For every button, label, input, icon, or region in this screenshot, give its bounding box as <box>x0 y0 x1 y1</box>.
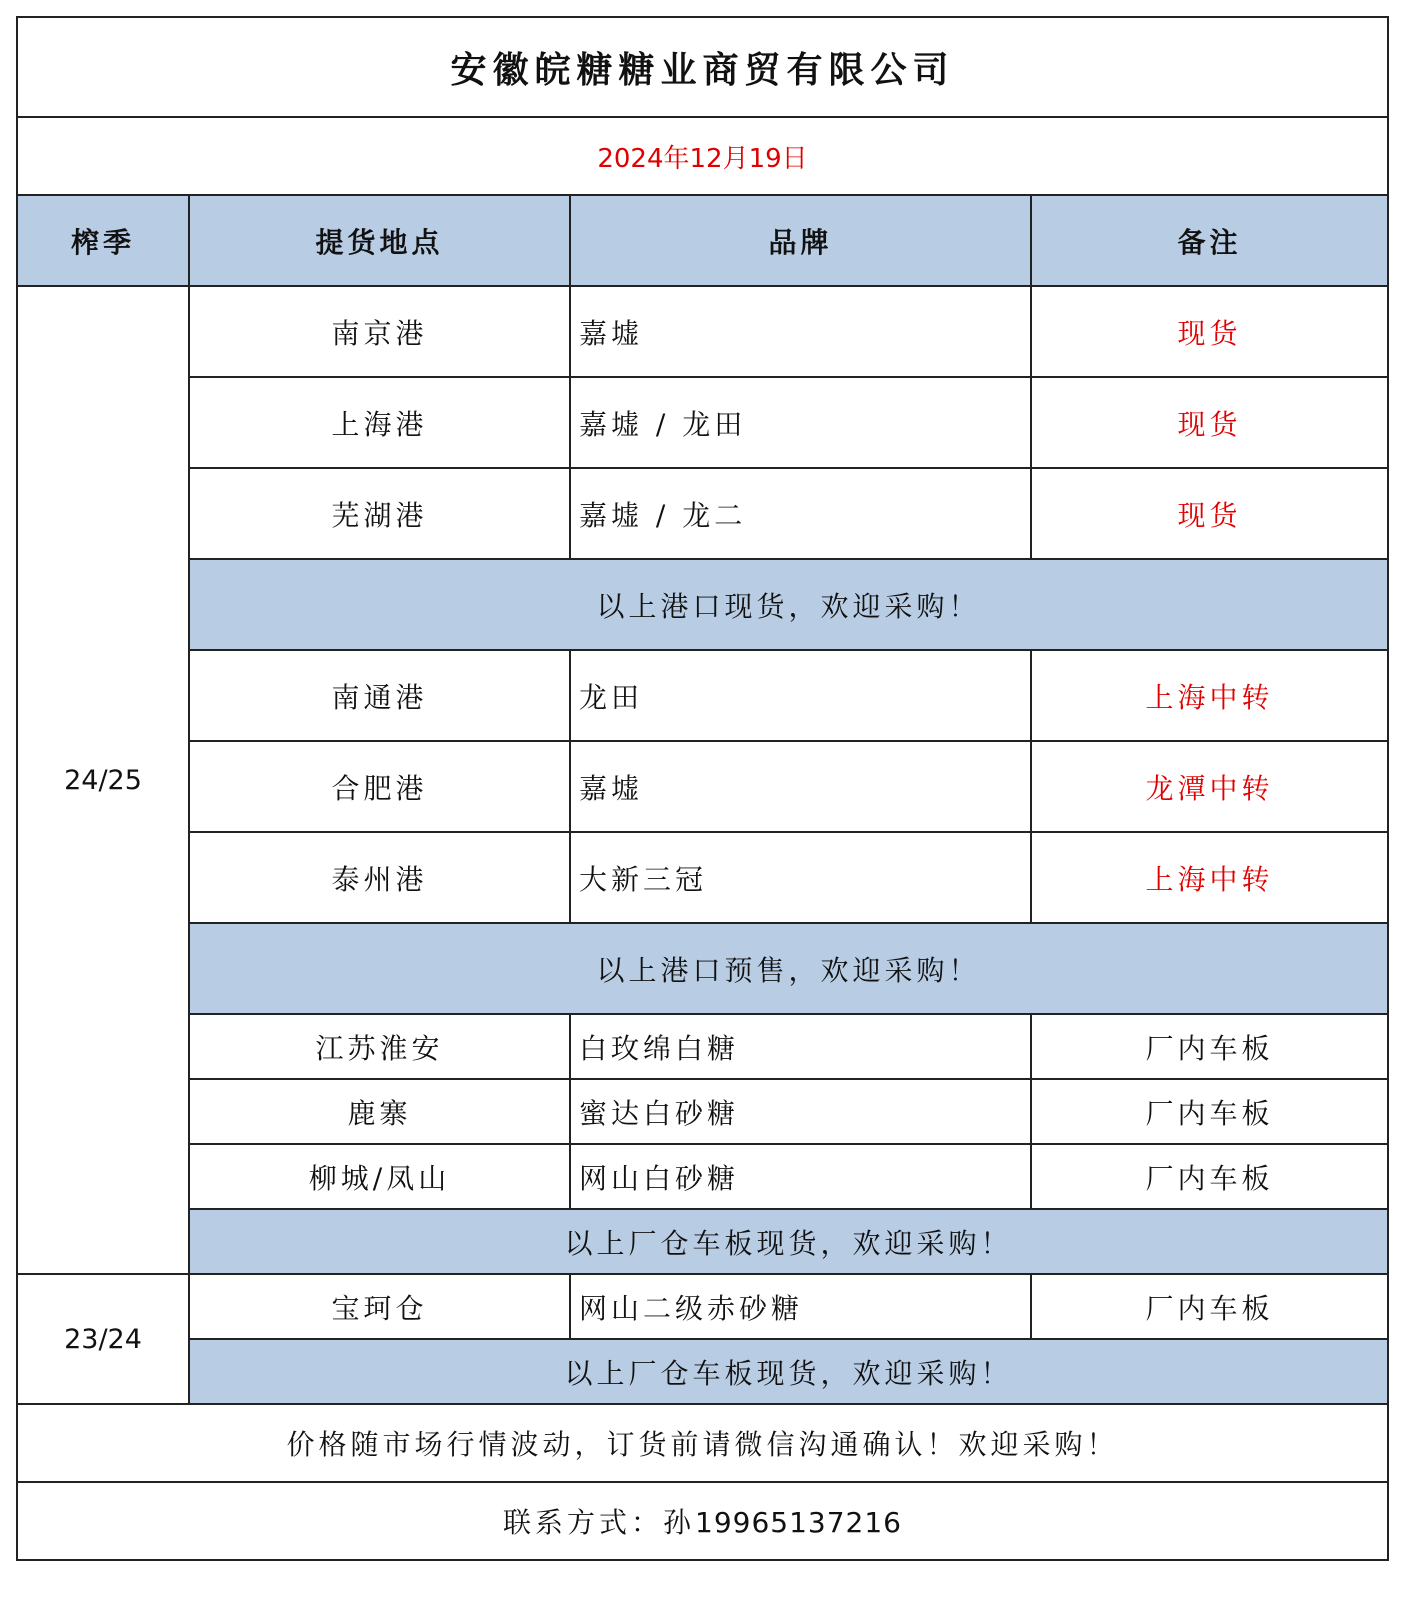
table-row <box>17 650 1388 741</box>
header-note: 备注 <box>1031 195 1388 286</box>
note-cell: 龙潭中转 <box>1031 741 1388 832</box>
location-cell: 上海港 <box>189 377 570 468</box>
location-cell: 柳城/凤山 <box>189 1144 570 1209</box>
note-cell: 上海中转 <box>1031 650 1388 741</box>
table-row <box>17 1079 1388 1144</box>
brand-cell: 网山二级赤砂糖 <box>570 1274 1031 1339</box>
note-cell: 现货 <box>1031 468 1388 559</box>
note-cell: 厂内车板 <box>1031 1014 1388 1079</box>
summary-label: 以上港口预售，欢迎采购！ <box>189 923 1388 1014</box>
location-cell: 江苏淮安 <box>189 1014 570 1079</box>
note-cell: 厂内车板 <box>1031 1144 1388 1209</box>
table-row <box>17 1014 1388 1079</box>
table-row <box>17 286 1388 377</box>
date-row <box>17 117 1388 195</box>
location-cell: 南京港 <box>189 286 570 377</box>
summary-row <box>17 1209 1388 1274</box>
brand-cell: 嘉墟 <box>570 741 1031 832</box>
table-row <box>17 1274 1388 1339</box>
brand-cell: 网山白砂糖 <box>570 1144 1031 1209</box>
note-cell: 现货 <box>1031 286 1388 377</box>
contact-info <box>17 1482 1388 1560</box>
header-location: 提货地点 <box>189 195 570 286</box>
contact-phone: 19965137216 <box>695 1506 902 1539</box>
brand-cell: 蜜达白砂糖 <box>570 1079 1031 1144</box>
season-cell: 24/25 <box>17 286 189 1274</box>
contact-label: 联系方式：孙 <box>503 1506 696 1539</box>
price-notice: 价格随市场行情波动，订货前请微信沟通确认！欢迎采购！ <box>17 1404 1388 1482</box>
brand-cell: 大新三冠 <box>570 832 1031 923</box>
brand-cell: 嘉墟 / 龙二 <box>570 468 1031 559</box>
price-table <box>16 16 1389 1561</box>
table-row <box>17 377 1388 468</box>
title-row <box>17 17 1388 117</box>
brand-cell: 白玫绵白糖 <box>570 1014 1031 1079</box>
header-season: 榨季 <box>17 195 189 286</box>
summary-label: 以上厂仓车板现货，欢迎采购！ <box>189 1339 1388 1404</box>
note-cell: 上海中转 <box>1031 832 1388 923</box>
location-cell: 南通港 <box>189 650 570 741</box>
table-row <box>17 1144 1388 1209</box>
summary-label: 以上港口现货，欢迎采购！ <box>189 559 1388 650</box>
summary-row <box>17 559 1388 650</box>
location-cell: 合肥港 <box>189 741 570 832</box>
brand-cell: 龙田 <box>570 650 1031 741</box>
location-cell: 鹿寨 <box>189 1079 570 1144</box>
brand-cell: 嘉墟 / 龙田 <box>570 377 1031 468</box>
table-row <box>17 741 1388 832</box>
header-row <box>17 195 1388 286</box>
note-cell: 厂内车板 <box>1031 1274 1388 1339</box>
location-cell: 宝珂仓 <box>189 1274 570 1339</box>
location-cell: 泰州港 <box>189 832 570 923</box>
summary-row <box>17 1339 1388 1404</box>
table-row <box>17 832 1388 923</box>
summary-row <box>17 923 1388 1014</box>
notice-row <box>17 1404 1388 1482</box>
header-brand: 品牌 <box>570 195 1031 286</box>
location-cell: 芜湖港 <box>189 468 570 559</box>
table-row <box>17 468 1388 559</box>
note-cell: 现货 <box>1031 377 1388 468</box>
company-title: 安徽皖糖糖业商贸有限公司 <box>17 17 1388 117</box>
contact-row <box>17 1482 1388 1560</box>
note-cell: 厂内车板 <box>1031 1079 1388 1144</box>
season-cell: 23/24 <box>17 1274 189 1404</box>
brand-cell: 嘉墟 <box>570 286 1031 377</box>
date-label: 2024年12月19日 <box>17 117 1388 195</box>
summary-label: 以上厂仓车板现货，欢迎采购！ <box>189 1209 1388 1274</box>
